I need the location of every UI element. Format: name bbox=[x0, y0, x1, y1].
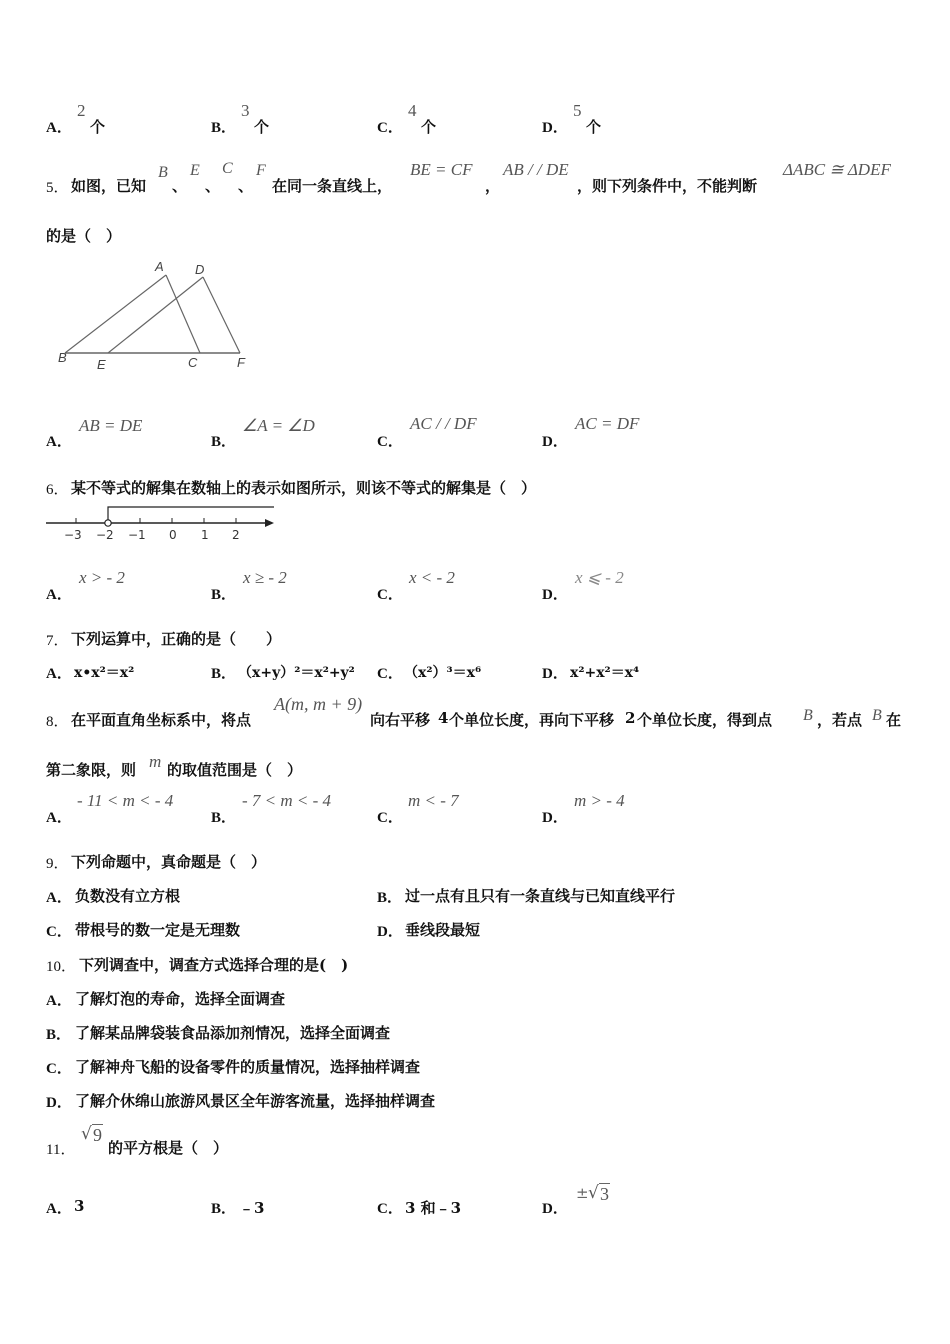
option-label: A． bbox=[46, 587, 72, 603]
option-label: B． bbox=[211, 587, 237, 603]
option-math: 5 bbox=[573, 101, 582, 120]
tick-label: −2 bbox=[96, 528, 114, 542]
separator: ， bbox=[485, 177, 501, 195]
option-label: B． bbox=[211, 810, 237, 826]
option-unit: 个 bbox=[254, 118, 270, 136]
option-math: x ⩽ - 2 bbox=[575, 568, 624, 587]
question-text: 下列命题中，真命题是（ ） bbox=[71, 853, 267, 871]
label-a: A bbox=[155, 259, 164, 274]
plus-minus: ± bbox=[576, 1184, 589, 1202]
option-label: A． bbox=[46, 666, 72, 682]
radicand: 9 bbox=[93, 1125, 102, 1145]
variable-m: m bbox=[149, 752, 162, 771]
option-label: D． bbox=[542, 434, 568, 450]
number-line bbox=[44, 503, 280, 545]
segment-df bbox=[203, 277, 240, 353]
option-math: AC / / DF bbox=[410, 414, 477, 433]
option-math: m > - 4 bbox=[574, 791, 625, 810]
option-label: B． bbox=[377, 890, 403, 906]
option-label: D． bbox=[542, 810, 568, 826]
label-b: B bbox=[58, 350, 67, 365]
tick-label: 2 bbox=[232, 528, 240, 542]
option-label: D． bbox=[377, 924, 403, 940]
question-number: 8． bbox=[46, 714, 69, 730]
label-c: C bbox=[188, 355, 198, 370]
question-text: 下列运算中，正确的是（ ） bbox=[71, 630, 282, 648]
option-math: AC = DF bbox=[575, 414, 640, 433]
option-text: 垂线段最短 bbox=[405, 921, 481, 939]
tick-label: −1 bbox=[128, 528, 146, 542]
option-math: 4 bbox=[408, 101, 417, 120]
separator: 、 bbox=[172, 177, 188, 195]
question-text: 向右平移 bbox=[370, 711, 431, 729]
option-label: A． bbox=[46, 890, 72, 906]
option-math: - 11 < m < - 4 bbox=[77, 791, 174, 810]
option-math: ∠A = ∠D bbox=[242, 416, 315, 435]
option-label: A． bbox=[46, 434, 72, 450]
condition-math: BE = CF bbox=[410, 160, 473, 179]
question-text: 个单位长度，得到点 bbox=[637, 711, 773, 729]
number-value: 4 bbox=[438, 709, 449, 727]
question-text: 第二象限，则 bbox=[46, 761, 137, 779]
number-value: 2 bbox=[625, 709, 636, 727]
question-text: 如图，已知 bbox=[71, 177, 147, 195]
option-math: x < - 2 bbox=[409, 568, 455, 587]
question-text: 下列调查中，调查方式选择合理的是( ) bbox=[79, 956, 349, 974]
option-math: - 7 < m < - 4 bbox=[242, 791, 332, 810]
option-label: C． bbox=[377, 810, 403, 826]
point-e: E bbox=[190, 162, 200, 179]
question-number: 9． bbox=[46, 856, 69, 872]
option-unit: 个 bbox=[586, 118, 602, 136]
point-b: B bbox=[803, 707, 813, 724]
option-math: AB = DE bbox=[79, 416, 143, 435]
option-text: 了解介休绵山旅游风景区全年游客流量，选择抽样调查 bbox=[75, 1092, 436, 1110]
option-label: B． bbox=[211, 666, 237, 682]
point-math: A(m, m + 9) bbox=[274, 694, 363, 714]
option-text: 3 bbox=[74, 1197, 85, 1215]
option-label: C． bbox=[46, 1061, 72, 1077]
arrow-head bbox=[265, 519, 274, 527]
segment-ac bbox=[166, 275, 200, 353]
tick-label: −3 bbox=[64, 528, 82, 542]
option-label: D． bbox=[542, 120, 568, 136]
option-text: 带根号的数一定是无理数 bbox=[75, 921, 241, 939]
question-text: 某不等式的解集在数轴上的表示如图所示，则该不等式的解集是（ ） bbox=[71, 479, 537, 497]
question-text: 的取值范围是（ ） bbox=[167, 761, 303, 779]
option-math: （x+y）²＝x²+y² bbox=[238, 665, 355, 681]
question-text: 个单位长度，再向下平移 bbox=[449, 711, 615, 729]
option-label: B． bbox=[211, 1201, 237, 1217]
label-d: D bbox=[195, 262, 205, 277]
option-text: 3 和﹣3 bbox=[405, 1199, 462, 1217]
segment-de bbox=[108, 277, 203, 353]
option-unit: 个 bbox=[421, 118, 437, 136]
option-text: 了解某品牌袋装食品添加剂情况，选择全面调查 bbox=[75, 1024, 391, 1042]
sqrt-symbol: √ bbox=[588, 1183, 599, 1203]
point-f: F bbox=[256, 162, 266, 179]
radicand: 3 bbox=[600, 1184, 609, 1204]
open-circle bbox=[105, 520, 111, 526]
option-label: A． bbox=[46, 993, 72, 1009]
option-label: C． bbox=[377, 1201, 403, 1217]
separator: 、 bbox=[238, 177, 254, 195]
option-math: x²+x²＝x⁴ bbox=[570, 665, 640, 681]
option-math: 2 bbox=[77, 101, 86, 120]
question-number: 10． bbox=[46, 959, 77, 975]
option-label: C． bbox=[46, 924, 72, 940]
sqrt-symbol: √ bbox=[81, 1124, 92, 1144]
tick-label: 0 bbox=[169, 528, 177, 542]
label-f: F bbox=[237, 355, 245, 370]
question-number: 7． bbox=[46, 633, 69, 649]
triangle-figure bbox=[55, 258, 265, 378]
congruence-math: ΔABC ≅ ΔDEF bbox=[783, 160, 891, 179]
option-math: x ≥ - 2 bbox=[243, 568, 287, 587]
option-label: D． bbox=[542, 587, 568, 603]
option-label: C． bbox=[377, 587, 403, 603]
condition-math: AB / / DE bbox=[503, 160, 569, 179]
option-text: 过一点有且只有一条直线与已知直线平行 bbox=[405, 887, 676, 905]
option-label: D． bbox=[542, 1201, 568, 1217]
option-math: （x²）³＝x⁶ bbox=[404, 665, 482, 681]
question-text: 的平方根是（ ） bbox=[108, 1139, 229, 1157]
point-b: B bbox=[158, 164, 168, 181]
question-text: 在平面直角坐标系中，将点 bbox=[71, 711, 252, 729]
option-text: ﹣3 bbox=[239, 1199, 265, 1217]
option-math: 3 bbox=[241, 101, 250, 120]
question-text: 在 bbox=[886, 711, 902, 729]
question-text: 在同一条直线上， bbox=[272, 177, 393, 195]
option-math: x•x²＝x² bbox=[74, 665, 135, 681]
option-text: 了解神舟飞船的设备零件的质量情况，选择抽样调查 bbox=[75, 1058, 421, 1076]
question-text: ，则下列条件中，不能判断 bbox=[577, 177, 758, 195]
option-label: A． bbox=[46, 810, 72, 826]
option-text: 负数没有立方根 bbox=[75, 887, 181, 905]
option-label: A． bbox=[46, 1201, 72, 1217]
question-number: 11． bbox=[46, 1142, 76, 1158]
option-label: B． bbox=[211, 434, 237, 450]
option-label: C． bbox=[377, 120, 403, 136]
question-number: 6． bbox=[46, 482, 69, 498]
option-math: m < - 7 bbox=[408, 791, 459, 810]
segment-ab bbox=[65, 275, 166, 353]
question-text: ，若点 bbox=[817, 711, 863, 729]
label-e: E bbox=[97, 357, 106, 372]
option-label: B． bbox=[46, 1027, 72, 1043]
option-math: x > - 2 bbox=[79, 568, 125, 587]
point-b: B bbox=[872, 707, 882, 724]
tick-label: 1 bbox=[201, 528, 209, 542]
option-label: C． bbox=[377, 666, 403, 682]
option-label: C． bbox=[377, 434, 403, 450]
option-label: D． bbox=[46, 1095, 72, 1111]
option-label: B． bbox=[211, 120, 237, 136]
option-unit: 个 bbox=[90, 118, 106, 136]
point-c: C bbox=[222, 160, 233, 177]
question-text: 的是（ ） bbox=[46, 227, 122, 245]
option-text: 了解灯泡的寿命，选择全面调查 bbox=[75, 990, 286, 1008]
option-label: A． bbox=[46, 120, 72, 136]
option-label: D． bbox=[542, 666, 568, 682]
solution-ray bbox=[108, 507, 274, 523]
separator: 、 bbox=[205, 177, 221, 195]
question-number: 5． bbox=[46, 180, 69, 196]
